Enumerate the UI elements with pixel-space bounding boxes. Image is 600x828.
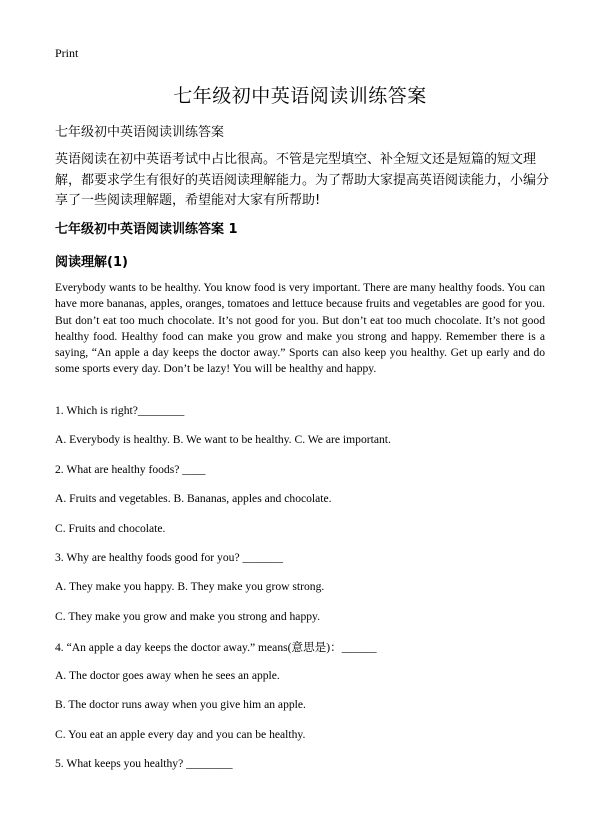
- question-4-option-a: A. The doctor goes away when he sees an apple.: [55, 669, 280, 682]
- reading-passage: Everybody wants to be healthy. You know food is very important. There are many healthy foods. You can have more bananas, apples, oranges, tomatoes and lettuce because fruits and vegetables are good for you. But don’t eat too much chocolate. It’s not good for you. But don’t eat too much chocolate. It’s not good healthy food. Healthy food can make you grow and make you strong and happy. Remember there is a saying, “An apple a day keeps the doctor away.” Sports can also keep you healthy. Get up early and do some sports every day. Don’t be lazy! You will be healthy and happy.: [55, 281, 545, 376]
- reading-heading: 阅读理解(1): [55, 255, 128, 270]
- question-2-option-c: C. Fruits and chocolate.: [55, 522, 166, 535]
- question-2: 2. What are healthy foods? ____: [55, 463, 206, 476]
- question-3-options-ab: A. They make you happy. B. They make you grow strong.: [55, 580, 325, 593]
- question-4: 4. “An apple a day keeps the doctor away.” means(意思是)：______: [55, 641, 377, 654]
- print-label: Print: [55, 46, 79, 60]
- section-heading: 七年级初中英语阅读训练答案 1: [55, 222, 238, 237]
- question-5: 5. What keeps you healthy? ________: [55, 757, 233, 770]
- question-3-option-c: C. They make you grow and make you strong and happy.: [55, 610, 320, 623]
- question-4-option-b: B. The doctor runs away when you give him an apple.: [55, 698, 306, 711]
- page-subtitle: 七年级初中英语阅读训练答案: [55, 125, 225, 140]
- question-1-options: A. Everybody is healthy. B. We want to be healthy. C. We are important.: [55, 433, 391, 446]
- intro-paragraph: 英语阅读在初中英语考试中占比很高。不管是完型填空、补全短文还是短篇的短文理解，都要求学生有很好的英语阅读理解能力。为了帮助大家提高英语阅读能力，小编分享了一些阅读理解题，希望能对大家有所帮助!: [55, 152, 550, 208]
- question-3: 3. Why are healthy foods good for you? _______: [55, 551, 284, 564]
- question-4-option-c: C. You eat an apple every day and you can be healthy.: [55, 728, 306, 741]
- question-1: 1. Which is right?________: [55, 404, 185, 417]
- page-title: 七年级初中英语阅读训练答案: [173, 85, 427, 107]
- question-2-options-ab: A. Fruits and vegetables. B. Bananas, apples and chocolate.: [55, 492, 332, 505]
